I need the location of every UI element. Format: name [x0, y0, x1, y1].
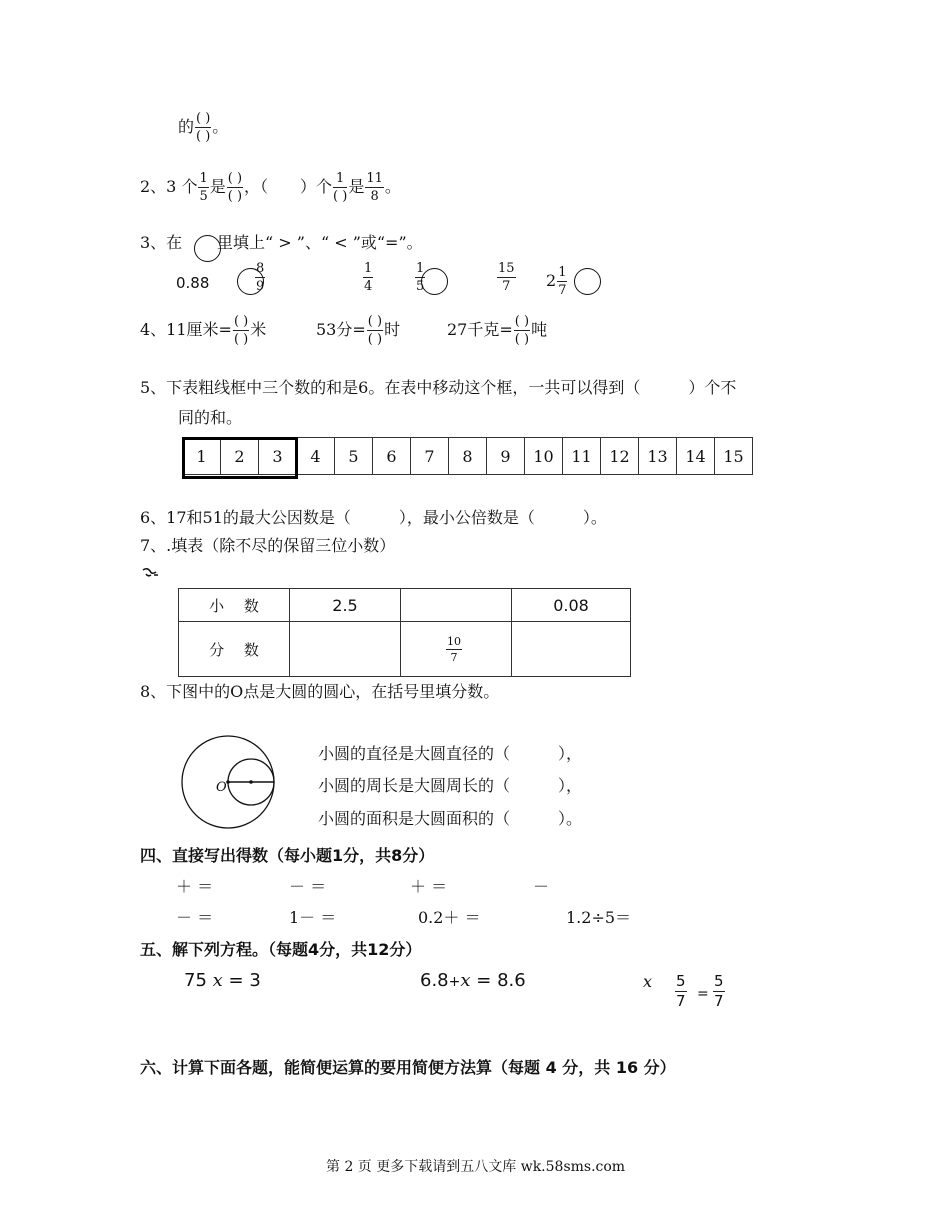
decoration-icon	[142, 565, 160, 584]
q2-fraction-3: $\frac{1}{( )}$	[333, 171, 348, 204]
row-label-decimal: 小 数	[179, 589, 290, 622]
thick-frame	[182, 437, 298, 479]
s4-r1-d: －	[533, 877, 550, 896]
section-5-title: 五、解下列方程。（每题4分，共12分）	[140, 940, 422, 959]
page-footer: 第 2 页 更多下载请到五八文库 wk.58sms.com	[326, 1159, 626, 1175]
circle-diagram	[180, 734, 280, 836]
number-cell: 11	[563, 438, 601, 475]
q2-fraction-1: $\frac{1}{5}$	[199, 171, 208, 204]
question-8: 8、下图中的O点是大圆的圆心，在括号里填分数。	[140, 682, 500, 701]
q3-item-d-fraction: $\frac{15}{7}$	[498, 261, 515, 294]
q3-item-b-fraction: $\frac{1}{4}$	[364, 261, 373, 294]
equation-3-equals: =	[697, 986, 709, 1002]
q2-fraction-2: $\frac{( )}{( )}$	[227, 171, 243, 204]
number-cell: 9	[487, 438, 525, 475]
equation-1: 75 x = 3	[184, 970, 261, 991]
equation-3-fraction-1: $\frac{5}{7}$	[676, 972, 686, 1010]
number-cell: 2	[221, 438, 259, 475]
equation-2: 6.8+x = 8.6	[420, 970, 526, 991]
fill-table	[178, 588, 631, 677]
section-6-title: 六、计算下面各题，能简便运算的要用简便方法算（每题 4 分，共 16 分）	[140, 1058, 676, 1077]
number-cell: 6	[373, 438, 411, 475]
q5-line-1: 5、下表粗线框中三个数的和是6。在表中移动这个框，一共可以得到（ ）个不	[140, 378, 737, 397]
q1-line: 的 $\frac{( )}{( )}$ 。	[178, 111, 229, 144]
cell-decimal-2[interactable]	[401, 589, 512, 622]
cell-fraction-2[interactable]: $\frac{10}{7}$	[401, 622, 512, 677]
q1-text: 的	[178, 117, 195, 136]
equation-3-x: x	[643, 972, 653, 991]
s4-r1-b: － ＝	[289, 877, 327, 896]
label-o: O	[216, 780, 227, 795]
equation-3-fraction-2: $\frac{5}{7}$	[714, 972, 724, 1010]
cell-fraction-3[interactable]	[512, 622, 631, 677]
cell-decimal-3[interactable]: 0.08	[512, 589, 631, 622]
q3-item-e-mixed: 2 $\frac{1}{7}$	[546, 265, 567, 298]
compare-circle-c[interactable]	[574, 268, 601, 295]
s4-r2-b: 1－ ＝	[289, 908, 337, 927]
number-cell: 4	[297, 438, 335, 475]
q4-part-2: 53分= $\frac{( )}{( )}$ 时	[316, 314, 401, 347]
q4-fraction-1: $\frac{( )}{( )}$	[233, 314, 249, 347]
q4-part-3: 27千克= $\frac{( )}{( )}$ 吨	[447, 314, 548, 347]
q3-item-a-fraction: $\frac{8}{9}$	[256, 261, 265, 294]
cell-decimal-1[interactable]: 2.5	[290, 589, 401, 622]
q8-line-1: 小圆的直径是大圆直径的（ ），	[318, 744, 583, 763]
q8-line-3: 小圆的面积是大圆面积的（ ）。	[318, 809, 583, 828]
cell-fraction-1[interactable]	[290, 622, 401, 677]
number-cell: 5	[335, 438, 373, 475]
question-2: 2、3 个 $\frac{1}{5}$ 是 $\frac{( )}{( )}$ ，（ ）个 $\frac{1}{( )}$ 是 $\frac{11}{8}$ 。	[140, 171, 401, 204]
row-label-fraction: 分 数	[179, 622, 290, 677]
section-4-title: 四、直接写出得数（每小题1分，共8分）	[140, 846, 435, 865]
number-cell: 3	[259, 438, 297, 475]
number-cell: 10	[525, 438, 563, 475]
number-cell: 14	[677, 438, 715, 475]
number-cell: 12	[601, 438, 639, 475]
s4-r1-c: ＋ ＝	[410, 877, 448, 896]
q5-line-2: 同的和。	[178, 408, 243, 427]
s4-r1-a: ＋ ＝	[176, 877, 214, 896]
s4-r2-c: 0.2＋ ＝	[418, 908, 481, 927]
number-cell: 8	[449, 438, 487, 475]
q8-line-2: 小圆的周长是大圆周长的（ ），	[318, 776, 583, 795]
q3-instruction: 里填上“ > ”、“ < ”或“=”。	[217, 233, 423, 252]
small-center-dot	[249, 780, 253, 784]
number-cell: 13	[639, 438, 677, 475]
s4-r2-d: 1.2÷5＝	[566, 908, 632, 927]
question-3: 3、在	[140, 233, 183, 252]
number-strip	[182, 437, 753, 475]
q1-fraction: $\frac{( )}{( )}$	[196, 111, 211, 144]
q2-fraction-4: $\frac{11}{8}$	[366, 171, 383, 204]
question-4: 4、11厘米= $\frac{( )}{( )}$ 米	[140, 314, 267, 347]
q3-item-a-left: 0.88	[176, 274, 210, 292]
compare-circle-b[interactable]	[421, 268, 448, 295]
s4-r2-a: － ＝	[176, 908, 214, 927]
number-cell: 15	[715, 438, 753, 475]
number-cell: 1	[183, 438, 221, 475]
question-6: 6、17和51的最大公因数是（ ），最小公倍数是（ ）。	[140, 508, 607, 527]
question-7: 7、.填表（除不尽的保留三位小数）	[140, 536, 396, 555]
number-cell: 7	[411, 438, 449, 475]
q3-item-c-fraction: $\frac{1}{5}$	[416, 261, 425, 294]
